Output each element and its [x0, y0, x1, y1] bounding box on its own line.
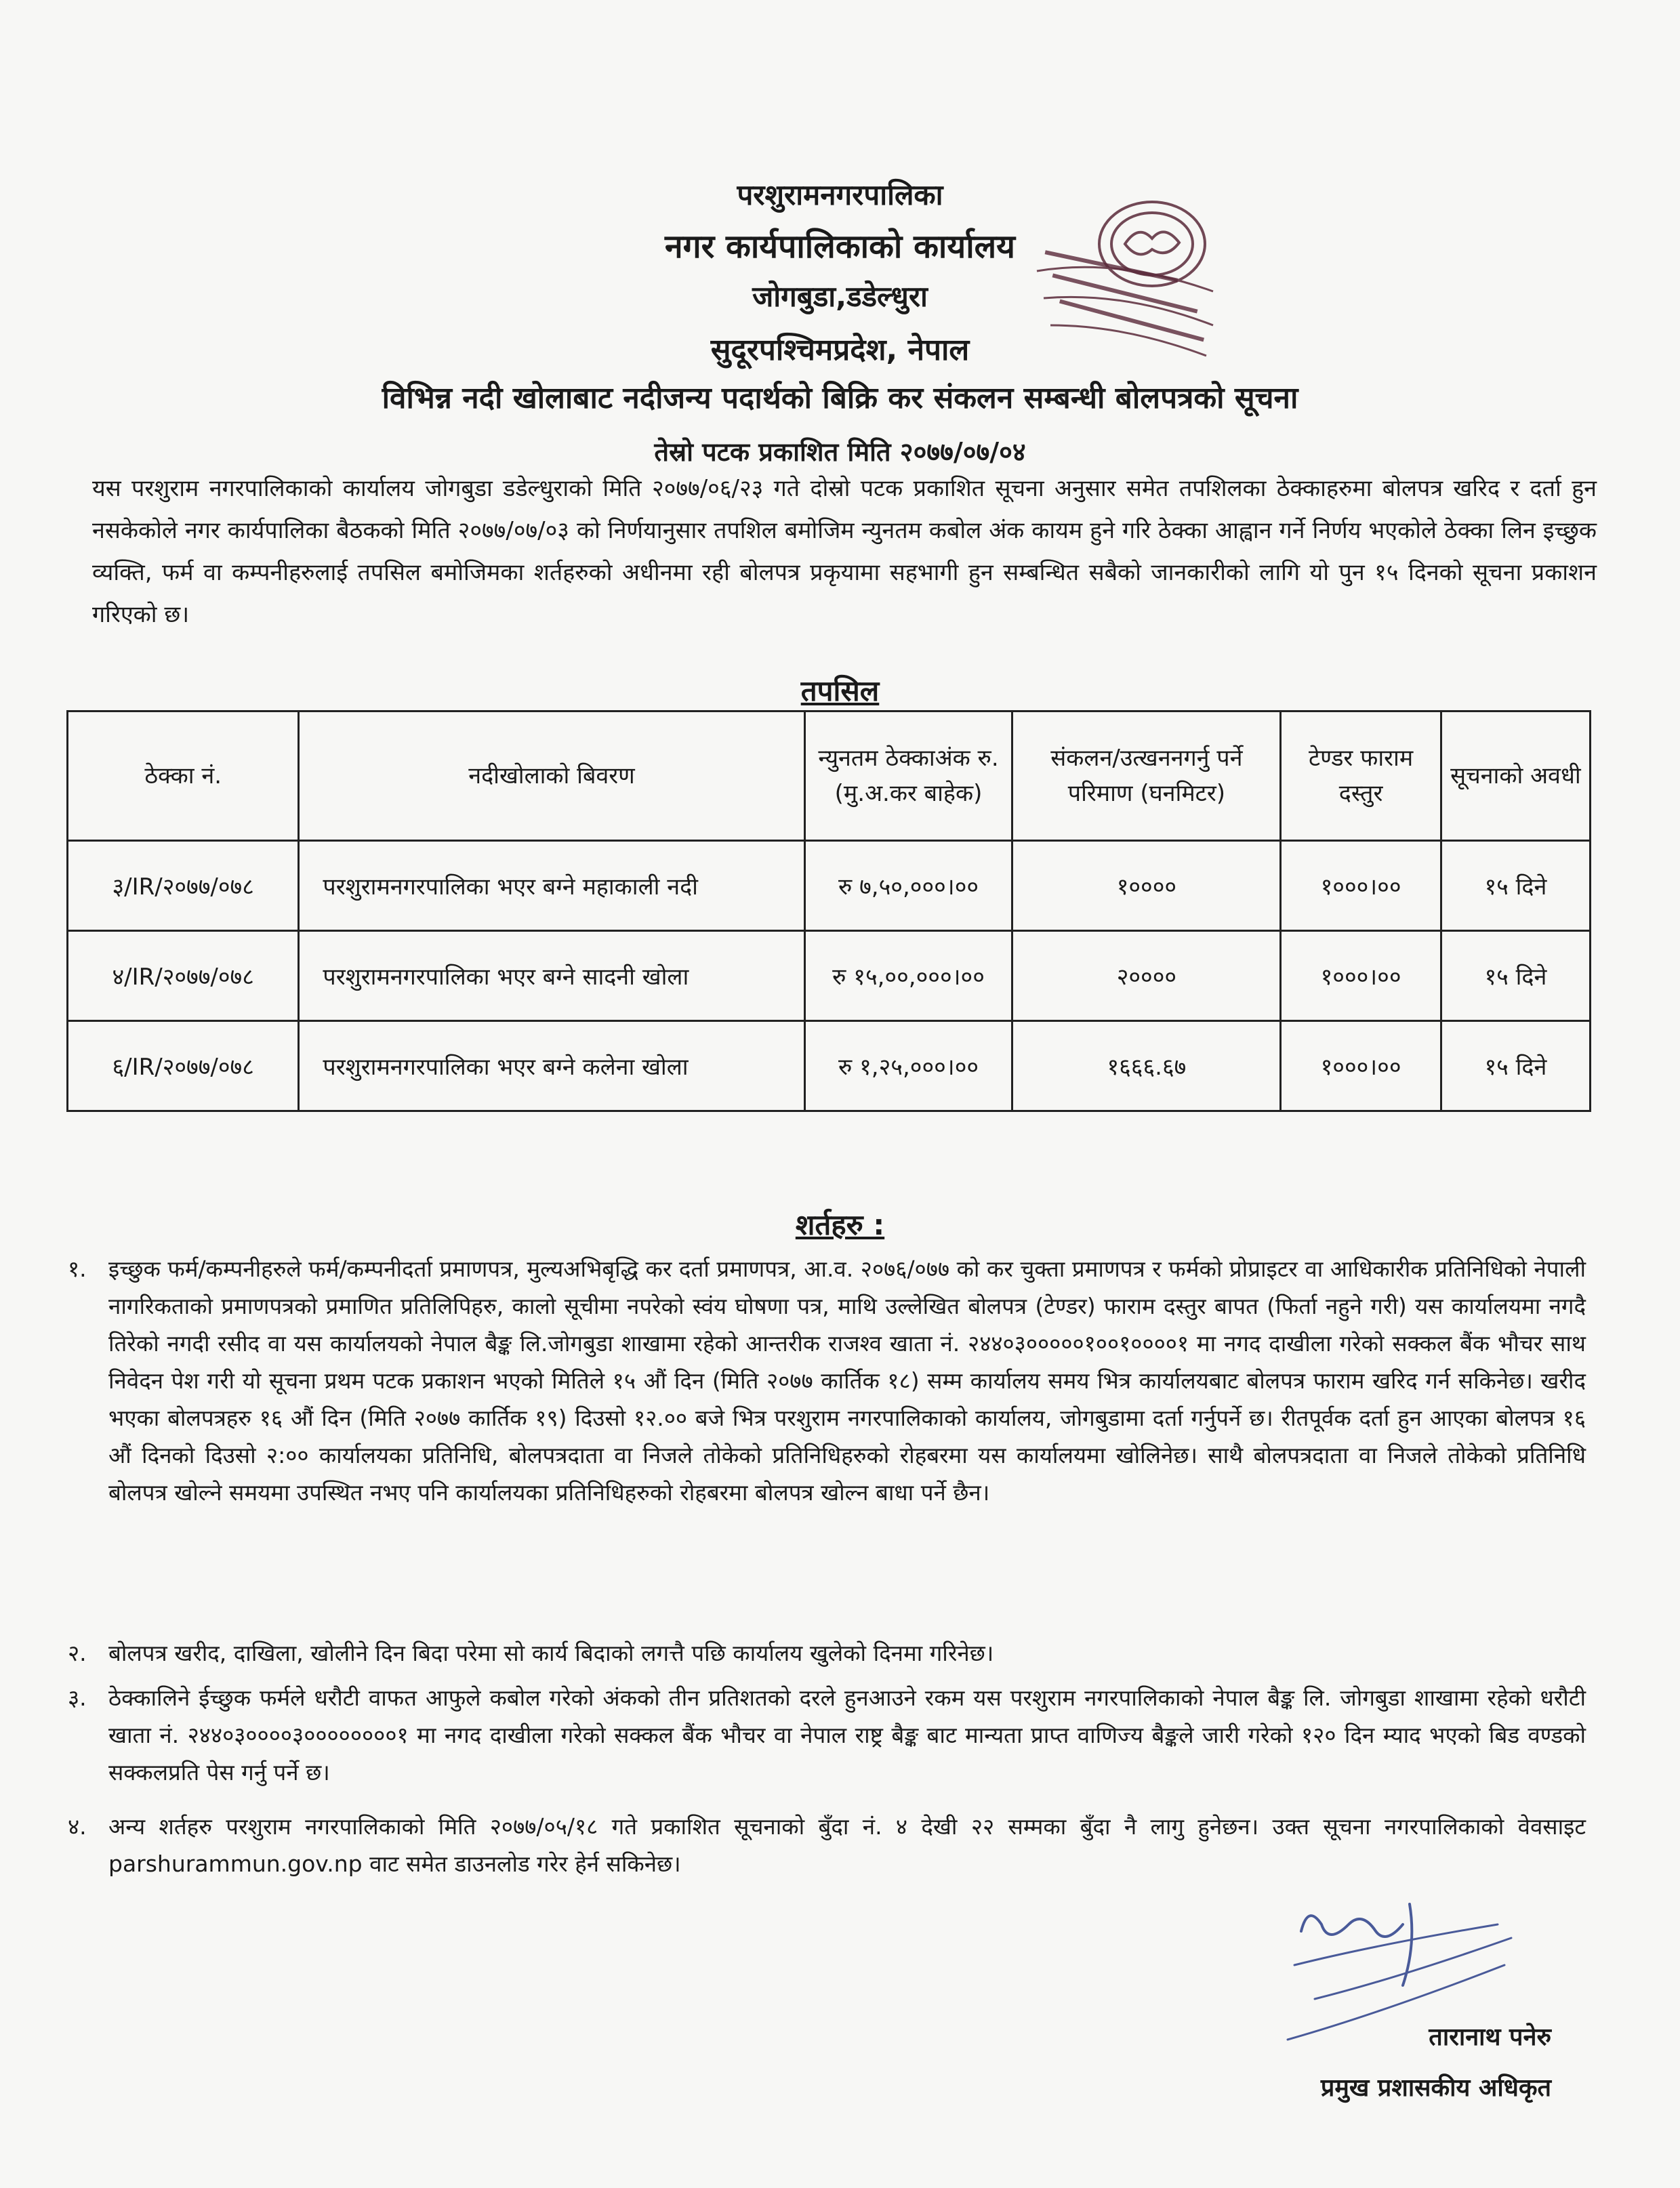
- form-fee-cell: १०००।००: [1281, 931, 1441, 1021]
- publish-date-line: तेस्रो पटक प्रकाशित मिति २०७७/०७/०४: [654, 437, 1026, 467]
- condition-text: बोलपत्र खरीद, दाखिला, खोलीने दिन बिदा परेमा सो कार्य बिदाको लगत्तै पछि कार्यालय खुलेको दिनमा गरिनेछ।: [108, 1640, 994, 1666]
- municipality-name: परशुरामनगरपालिका: [737, 178, 943, 211]
- notice-period-cell: १५ दिने: [1441, 931, 1590, 1021]
- river-description-cell: परशुरामनगरपालिका भएर बग्ने महाकाली नदी: [299, 841, 804, 931]
- signatory-title: प्रमुख प्रशासकीय अधिकृत: [1320, 2074, 1551, 2102]
- signature-stamp: [1274, 1884, 1532, 2087]
- condition-number: ३.: [68, 1685, 87, 1711]
- condition-number: २.: [68, 1640, 87, 1666]
- condition-text: ठेक्कालिने ईच्छुक फर्मले धरौटी वाफत आफुले कबोल गरेको अंकको तीन प्रतिशतको दरले हुनआउने रकम यस परशुराम नगरपालिकाको नेपाल बैङ्क लि. जोगबुडा शाखामा रहेको धरौटी खाता नं. २४४०३००००३००००००००१ मा नगद दाखीला गरेको सक्कल बैंक भौचर वा नेपाल राष्ट्र बैङ्क बाट मान्यता प्राप्त वाणिज्य बैङ्कले जारी गरेको १२० दिन म्याद भएको बिड वण्डको सक्कलप्रति पेस गर्नु पर्ने छ।: [108, 1685, 1586, 1786]
- header-contract-no: ठेक्का नं.: [68, 711, 299, 841]
- tender-table: [66, 710, 1591, 1112]
- table-header-row: [68, 711, 1591, 841]
- header-river-description: नदीखोलाको बिवरण: [299, 711, 804, 841]
- official-seal: [1023, 190, 1240, 373]
- header-notice-period: सूचनाको अवधी: [1441, 711, 1590, 841]
- form-fee-cell: १०००।००: [1281, 1021, 1441, 1111]
- signatory-name: तारानाथ पनेरु: [1429, 2023, 1551, 2051]
- province-country: सुदूरपश्चिमप्रदेश, नेपाल: [710, 333, 970, 367]
- table-heading: तपसिल: [800, 674, 880, 707]
- contract-no-cell: ६/IR/२०७७/०७८: [68, 1021, 299, 1111]
- river-description-cell: परशुरामनगरपालिका भएर बग्ने सादनी खोला: [299, 931, 804, 1021]
- form-fee-cell: १०००।००: [1281, 841, 1441, 931]
- river-description-cell: परशुरामनगरपालिका भएर बग्ने कलेना खोला: [299, 1021, 804, 1111]
- header-quantity: संकलन/उत्खननगर्नु पर्ने परिमाण (घनमिटर): [1012, 711, 1281, 841]
- office-location: जोगबुडा,डडेल्धुरा: [752, 280, 928, 313]
- quantity-cell: २००००: [1012, 931, 1281, 1021]
- contract-no-cell: ३/IR/२०७७/०७८: [68, 841, 299, 931]
- quantity-cell: १००००: [1012, 841, 1281, 931]
- table-row: [68, 1021, 1591, 1111]
- condition-item: [68, 1679, 1586, 1791]
- table-row: [68, 931, 1591, 1021]
- condition-item: [68, 1808, 1586, 1882]
- conditions-heading: शर्तहरु :: [795, 1208, 885, 1241]
- notice-period-cell: १५ दिने: [1441, 841, 1590, 931]
- condition-text: इच्छुक फर्म/कम्पनीहरुले फर्म/कम्पनीदर्ता प्रमाणपत्र, मुल्यअभिबृद्धि कर दर्ता प्रमाणपत्र, आ.व. २०७६/०७७ को कर चुक्ता प्रमाणपत्र र फर्मको प्रोप्राइटर वा आधिकारीक प्रतिनिधिको नेपाली नागरिकताको प्रमाणपत्रको प्रमाणित प्रतिलिपिहरु, कालो सूचीमा नपरेको स्वंय घोषणा पत्र, माथि उल्लेखित बोलपत्र (टेण्डर) फाराम दस्तुर बापत (फिर्ता नहुने गरी) यस कार्यालयमा नगदै तिरेको नगदी रसीद वा यस कार्यालयको नेपाल बैङ्क लि.जोगबुडा शाखामा रहेको आन्तरीक राजश्व खाता नं. २४४०३०००००१००१००००१ मा नगद दाखीला गरेको सक्कल बैंक भौचर साथ निवेदन पेश गरी यो सूचना प्रथम पटक प्रकाशन भएको मितिले १५ औं दिन (मिति २०७७ कार्तिक १८) सम्म कार्यालय समय भित्र कार्यालयबाट बोलपत्र फाराम खरिद गर्न सकिनेछ। खरीद भएका बोलपत्रहरु १६ औं दिन (मिति २०७७ कार्तिक १९) दिउसो १२.०० बजे भित्र परशुराम नगरपालिकाको कार्यालय, जोगबुडामा दर्ता गर्नुपर्ने छ। रीतपूर्वक दर्ता हुन आएका बोलपत्र १६ औं दिनको दिउसो २:०० कार्यालयका प्रतिनिधि, बोलपत्रदाता वा निजले तोकेको प्रतिनिधिहरुको रोहबरमा यस कार्यालयमा खोलिनेछ। साथै बोलपत्रदाता वा निजले तोकेको प्रतिनिधि बोलपत्र खोल्ने समयमा उपस्थित नभए पनि कार्यालयका प्रतिनिधिहरुको रोहबरमा बोलपत्र खोल्न बाधा पर्ने छैन।: [108, 1256, 1586, 1506]
- intro-paragraph: यस परशुराम नगरपालिकाको कार्यालय जोगबुडा डडेल्धुराको मिति २०७७/०६/२३ गते दोस्रो पटक प्रकाशित सूचना अनुसार समेत तपशिलका ठेक्काहरुमा बोलपत्र खरिद र दर्ता हुन नसकेकोले नगर कार्यपालिका बैठकको मिति २०७७/०७/०३ को निर्णयानुसार तपशिल बमोजिम न्युनतम कबोल अंक कायम हुने गरि ठेक्का आह्वान गर्ने निर्णय भएकोले ठेक्का लिन इच्छुक व्यक्ति, फर्म वा कम्पनीहरुलाई तपसिल बमोजिमका शर्तहरुको अधीनमा रही बोलपत्र प्रकृयामा सहभागी हुन सम्बन्धित सबैको जानकारीको लागि यो पुन १५ दिनको सूचना प्रकाशन गरिएको छ।: [92, 475, 1597, 628]
- quantity-cell: १६६६.६७: [1012, 1021, 1281, 1111]
- minimum-amount-cell: रु १५,००,०००।००: [804, 931, 1012, 1021]
- notice-title: विभिन्न नदी खोलाबाट नदीजन्य पदार्थको बिक्रि कर संकलन सम्बन्धी बोलपत्रको सूचना: [382, 381, 1298, 415]
- condition-item: [68, 1250, 1586, 1511]
- table-row: [68, 841, 1591, 931]
- header-minimum-amount: न्युनतम ठेक्काअंक रु. (मु.अ.कर बाहेक): [804, 711, 1012, 841]
- minimum-amount-cell: रु १,२५,०००।००: [804, 1021, 1012, 1111]
- header-form-fee: टेण्डर फाराम दस्तुर: [1281, 711, 1441, 841]
- condition-number: ४.: [68, 1813, 87, 1840]
- office-name: नगर कार्यपालिकाको कार्यालय: [664, 228, 1016, 266]
- minimum-amount-cell: रु ७,५०,०००।००: [804, 841, 1012, 931]
- condition-text: अन्य शर्तहरु परशुराम नगरपालिकाको मिति २०७७/०५/१८ गते प्रकाशित सूचनाको बुँदा नं. ४ देखी २२ सम्मका बुँदा नै लागु हुनेछन। उक्त सूचना नगरपालिकाको वेवसाइट parshurammun.gov.np वाट समेत डाउनलोड गरेर हेर्न सकिनेछ।: [108, 1813, 1586, 1877]
- condition-number: १.: [68, 1256, 87, 1282]
- notice-period-cell: १५ दिने: [1441, 1021, 1590, 1111]
- condition-item: [68, 1634, 1586, 1672]
- contract-no-cell: ४/IR/२०७७/०७८: [68, 931, 299, 1021]
